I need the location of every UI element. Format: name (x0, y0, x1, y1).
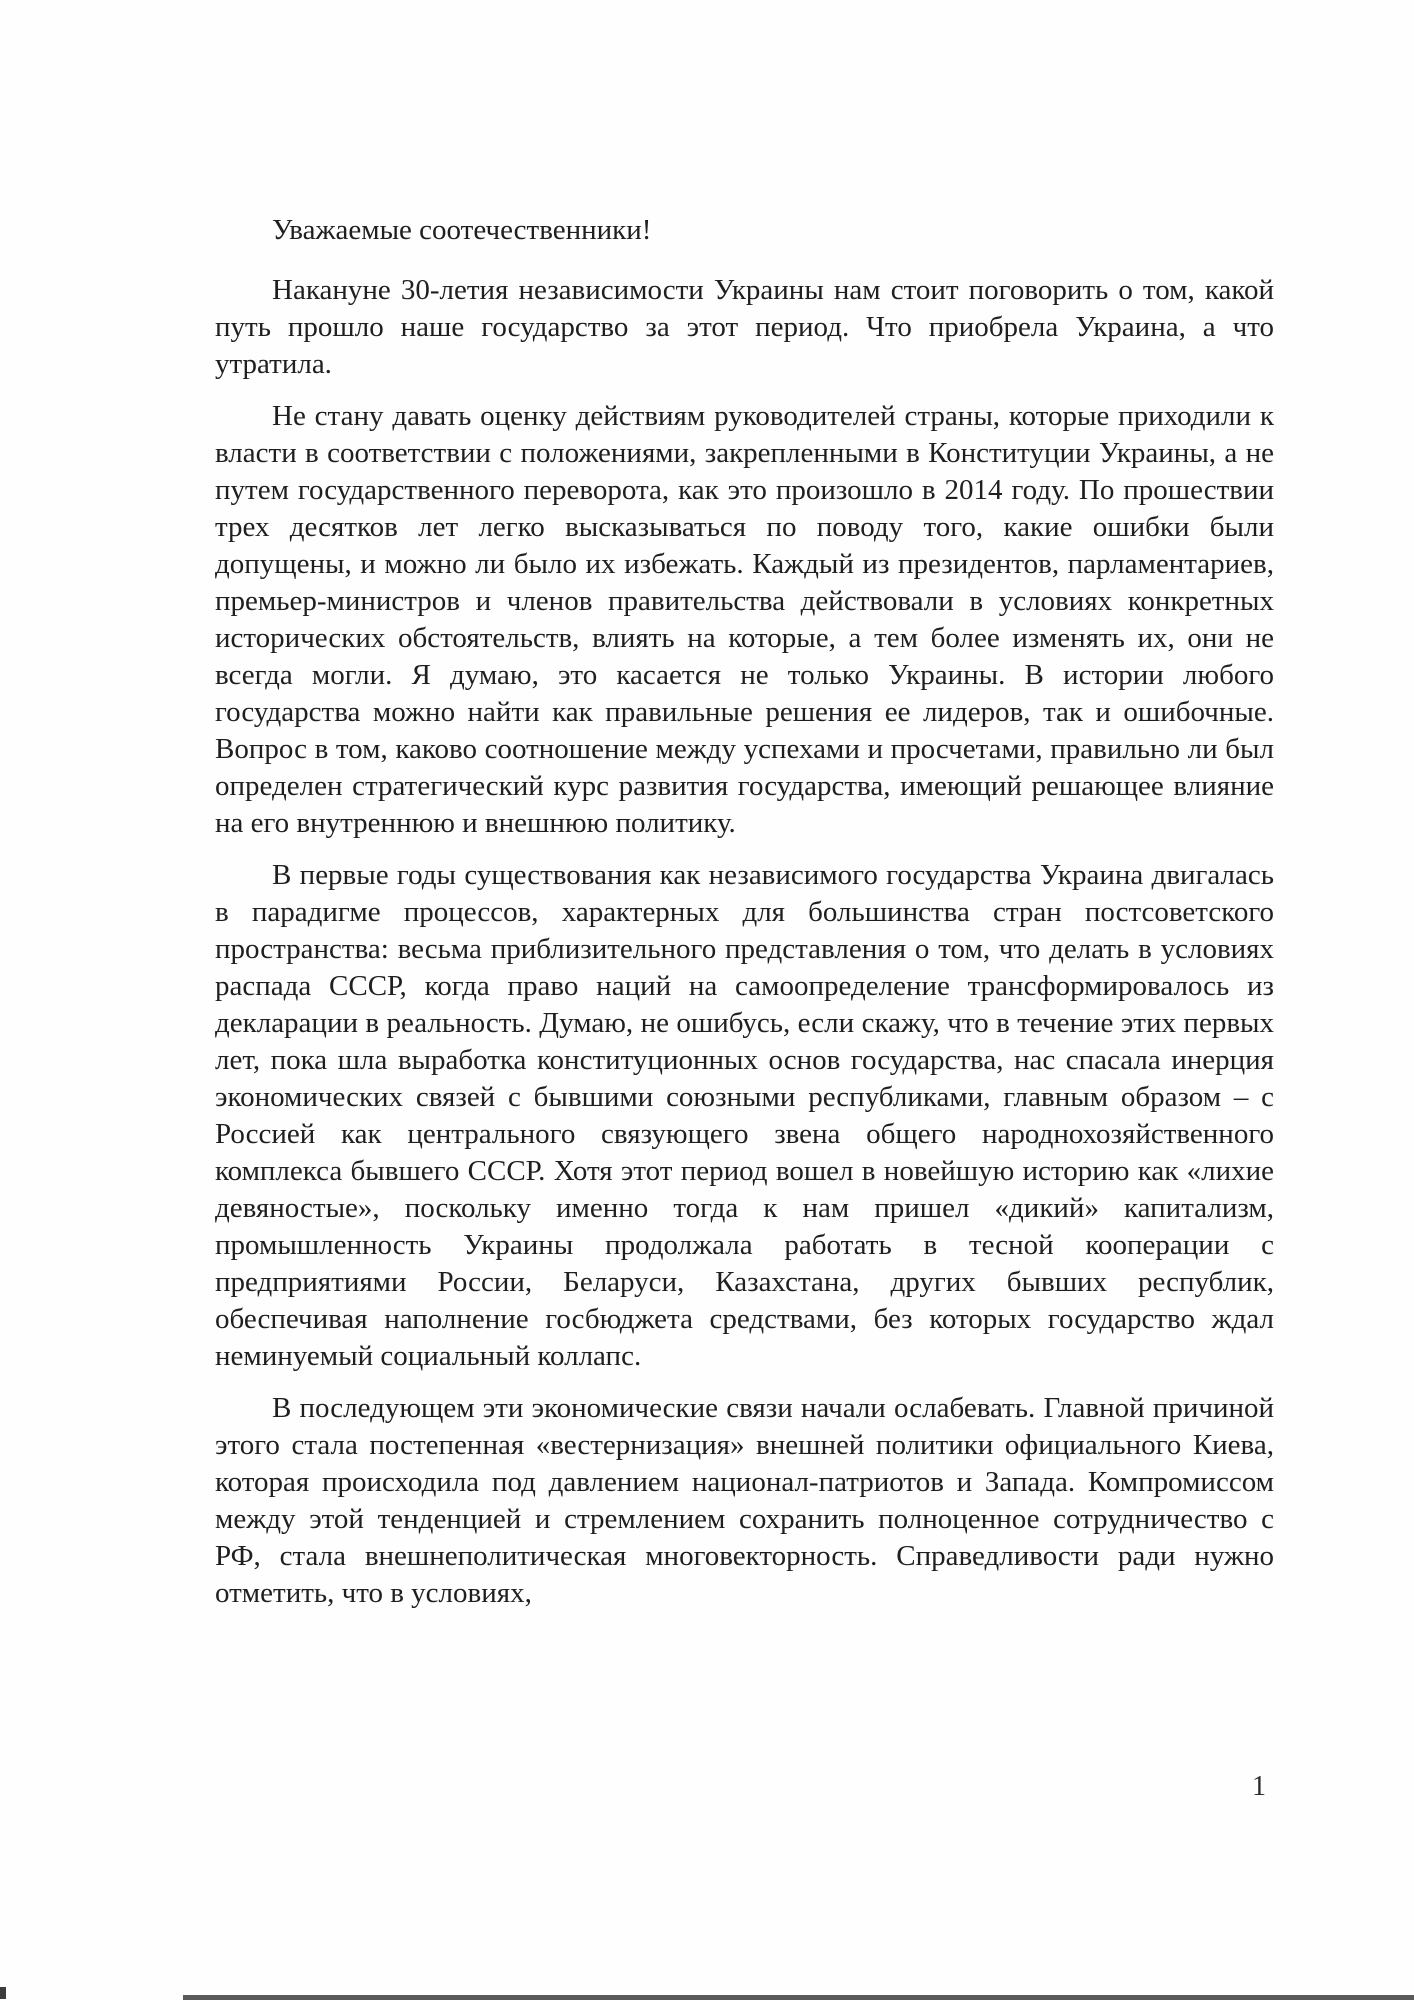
page-number: 1 (1252, 1771, 1266, 1802)
paragraph: Не стану давать оценку действиям руководителей страны, которые приходили к власти в соответствии с положениями, закрепленными в Конституции Украины, а не путем государственного переворота, как это произошло в 2014 году. По прошествии трех десятков лет легко высказываться по поводу того, какие ошибки были допущены, и можно ли было их избежать. Каждый из президентов, парламентариев, премьер-министров и членов правительства действовали в условиях конкретных исторических обстоятельств, влиять на которые, а тем более изменять их, они не всегда могли. Я думаю, это касается не только Украины. В истории любого государства можно найти как правильные решения ее лидеров, так и ошибочные. Вопрос в том, каково соотношение между успехами и просчетами, правильно ли был определен стратегический курс развития государства, имеющий решающее влияние на его внутреннюю и внешнюю политику. (215, 400, 1274, 839)
paragraph: Накануне 30-летия независимости Украины нам стоит поговорить о том, какой путь прошло наше государство за этот период. Что приобрела Украина, а что утратила. (215, 274, 1274, 380)
paragraphs-container (215, 272, 1274, 1612)
salutation: Уважаемые соотечественники! (272, 214, 652, 246)
scan-corner-artifact (0, 1987, 6, 1999)
document-text-block (215, 212, 1274, 1612)
scan-edge-artifact (183, 1995, 1414, 2000)
paragraph: В последующем эти экономические связи начали ослабевать. Главной причиной этого стала постепенная «вестернизация» внешней политики официального Киева, которая происходила под давлением национал-патриотов и Запада. Компромиссом между этой тенденцией и стремлением сохранить полноценное сотрудничество с РФ, стала внешнеполитическая многовекторность. Справедливости ради нужно отметить, что в условиях, (215, 1392, 1274, 1609)
paragraph: В первые годы существования как независимого государства Украина двигалась в парадигме процессов, характерных для большинства стран постсоветского пространства: весьма приблизительного представления о том, что делать в условиях распада СССР, когда право наций на самоопределение трансформировалось из декларации в реальность. Думаю, не ошибусь, если скажу, что в течение этих первых лет, пока шла выработка конституционных основ государства, нас спасала инерция экономических связей с бывшими союзными республиками, главным образом – с Россией как центрального связующего звена общего народнохозяйственного комплекса бывшего СССР. Хотя этот период вошел в новейшую историю как «лихие девяностые», поскольку именно тогда к нам пришел «дикий» капитализм, промышленность Украины продолжала работать в тесной кооперации с предприятиями России, Беларуси, Казахстана, других бывших республик, обеспечивая наполнение госбюджета средствами, без которых государство ждал неминуемый социальный коллапс. (215, 859, 1274, 1372)
